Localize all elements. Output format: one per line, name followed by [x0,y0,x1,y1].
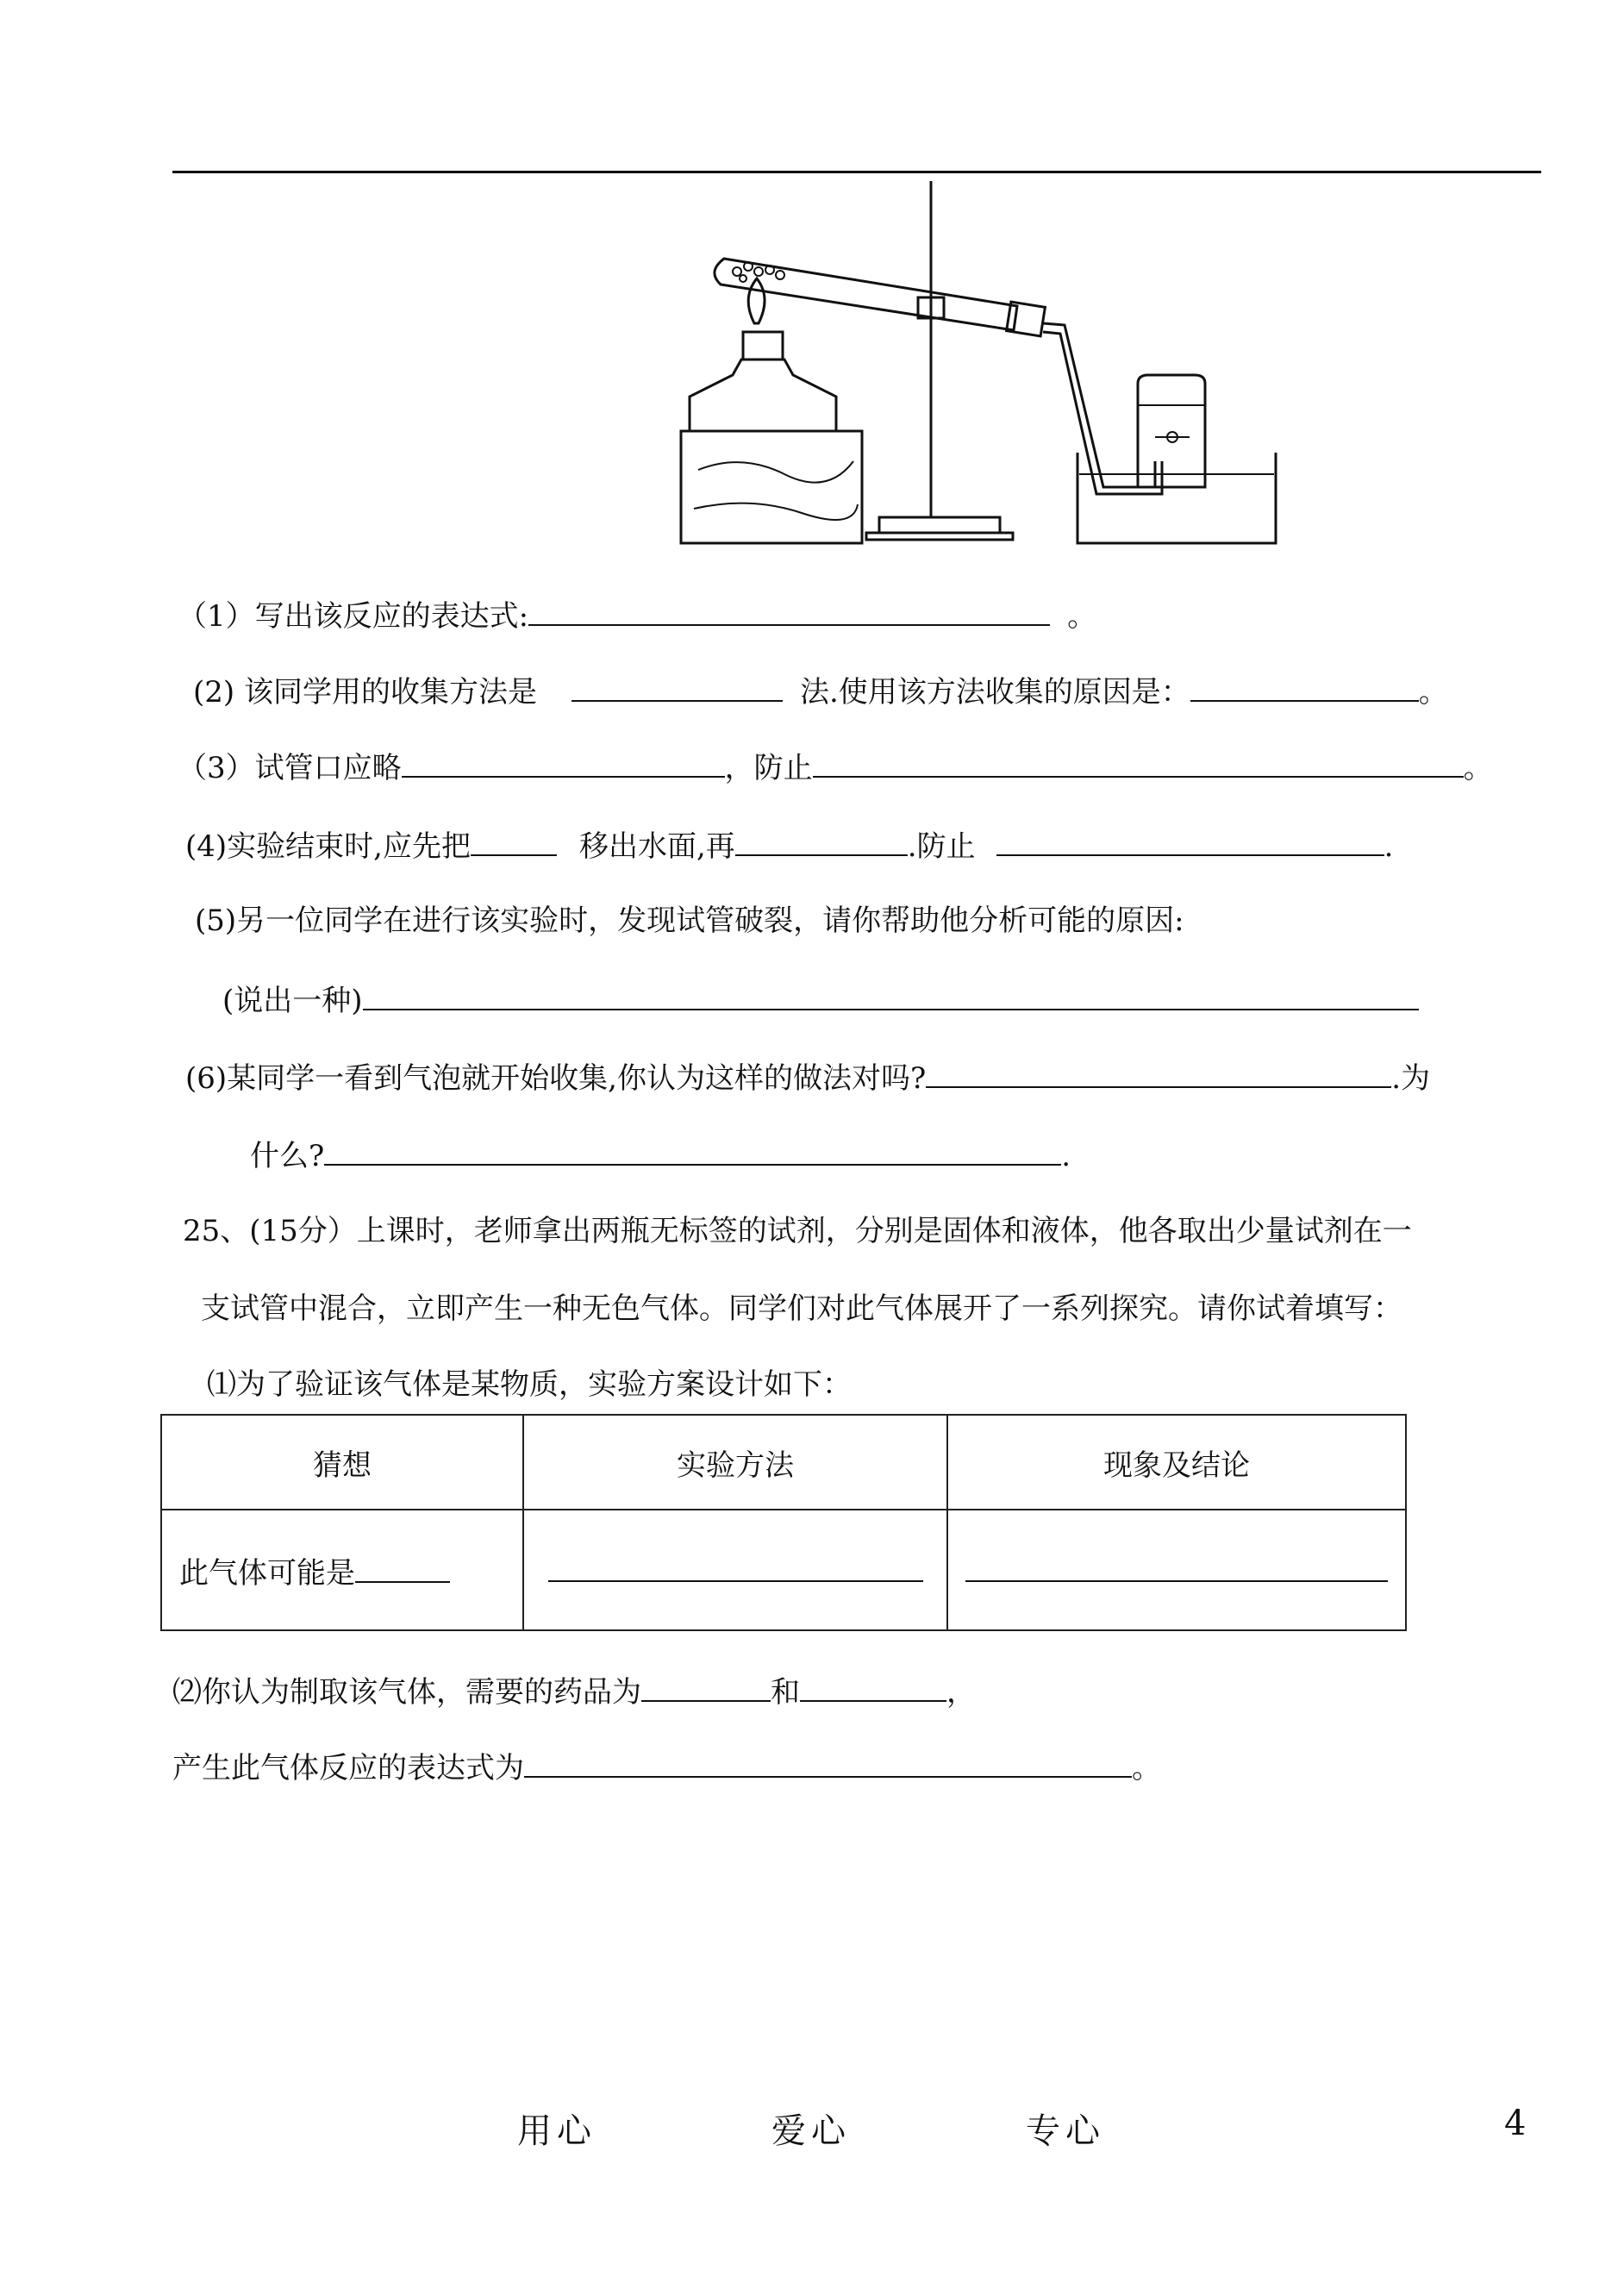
answer-blank[interactable] [735,825,908,856]
question-6-line-2: 什么? . [250,1135,1071,1175]
answer-blank[interactable] [524,1747,1132,1778]
collection-bottle [1138,375,1205,487]
answer-blank[interactable] [355,1552,450,1583]
answer-blank[interactable] [528,595,1050,626]
answer-blank[interactable] [363,979,1419,1010]
answer-blank[interactable] [965,1551,1388,1582]
answer-blank[interactable] [996,825,1384,856]
top-rule [172,171,1541,173]
question-4: (4)实验结束时,应先把 移出水面,再 .防止 . [185,825,1393,866]
question-25-sub-3: 产生此气体反应的表达式为 。 [172,1747,1161,1787]
question-25-line-1: 25、(15分）上课时，老师拿出两瓶无标签的试剂，分别是固体和液体，他各取出少量试剂在一 [183,1214,1412,1248]
wood-block [681,431,862,543]
answer-blank[interactable] [641,1671,771,1702]
experiment-plan-table [160,1414,1407,1631]
answer-blank[interactable] [926,1057,1391,1088]
answer-blank[interactable] [572,671,783,702]
question-25-line-2: 支试管中混合，立即产生一种无色气体。同学们对此气体展开了一系列探究。请你试着填写： [201,1291,1402,1326]
answer-blank[interactable] [324,1135,1061,1166]
alcohol-lamp [690,360,836,431]
table-header-method: 实验方法 [523,1415,947,1510]
table-cell-conclusion [947,1510,1406,1630]
table-header-conclusion: 现象及结论 [947,1415,1406,1510]
question-25-sub-2: ⑵你认为制取该气体，需要的药品为 和 ， [172,1671,976,1711]
table-cell-hypothesis: 此气体可能是 [161,1510,523,1630]
stand-base [879,517,1000,533]
question-6-line-1: (6)某同学一看到气泡就开始收集,你认为这样的做法对吗? .为 [185,1057,1430,1097]
footer-motto-1: 用心 [517,2111,597,2151]
question-2: (2) 该同学用的收集方法是 法.使用该方法收集的原因是： 。 [193,671,1448,711]
footer-motto-2: 爱心 [771,2111,851,2151]
water-trough [1077,453,1276,543]
question-3: （3）试管口应略 ，防止 。 [178,747,1493,787]
answer-blank[interactable] [471,825,557,856]
question-5-line-1: (5)另一位同学在进行该实验时，发现试管破裂，请你帮助他分析可能的原因: [195,904,1184,938]
answer-blank[interactable] [402,747,725,778]
footer-motto-3: 专心 [1026,2111,1105,2151]
page-number: 4 [1504,2104,1532,2143]
answer-blank[interactable] [548,1551,923,1582]
flame [748,278,765,323]
question-25-sub-1: ⑴为了验证该气体是某物质，实验方案设计如下： [207,1367,852,1402]
table-header-hypothesis: 猜想 [161,1415,523,1510]
answer-blank[interactable] [1190,671,1419,702]
answer-blank[interactable] [813,747,1464,778]
oxygen-apparatus-figure [672,177,1310,556]
answer-blank[interactable] [800,1671,946,1702]
question-5-line-2: (说出一种) [222,979,1419,1020]
table-cell-method [523,1510,947,1630]
question-1: （1）写出该反应的表达式: 。 [178,595,1096,635]
